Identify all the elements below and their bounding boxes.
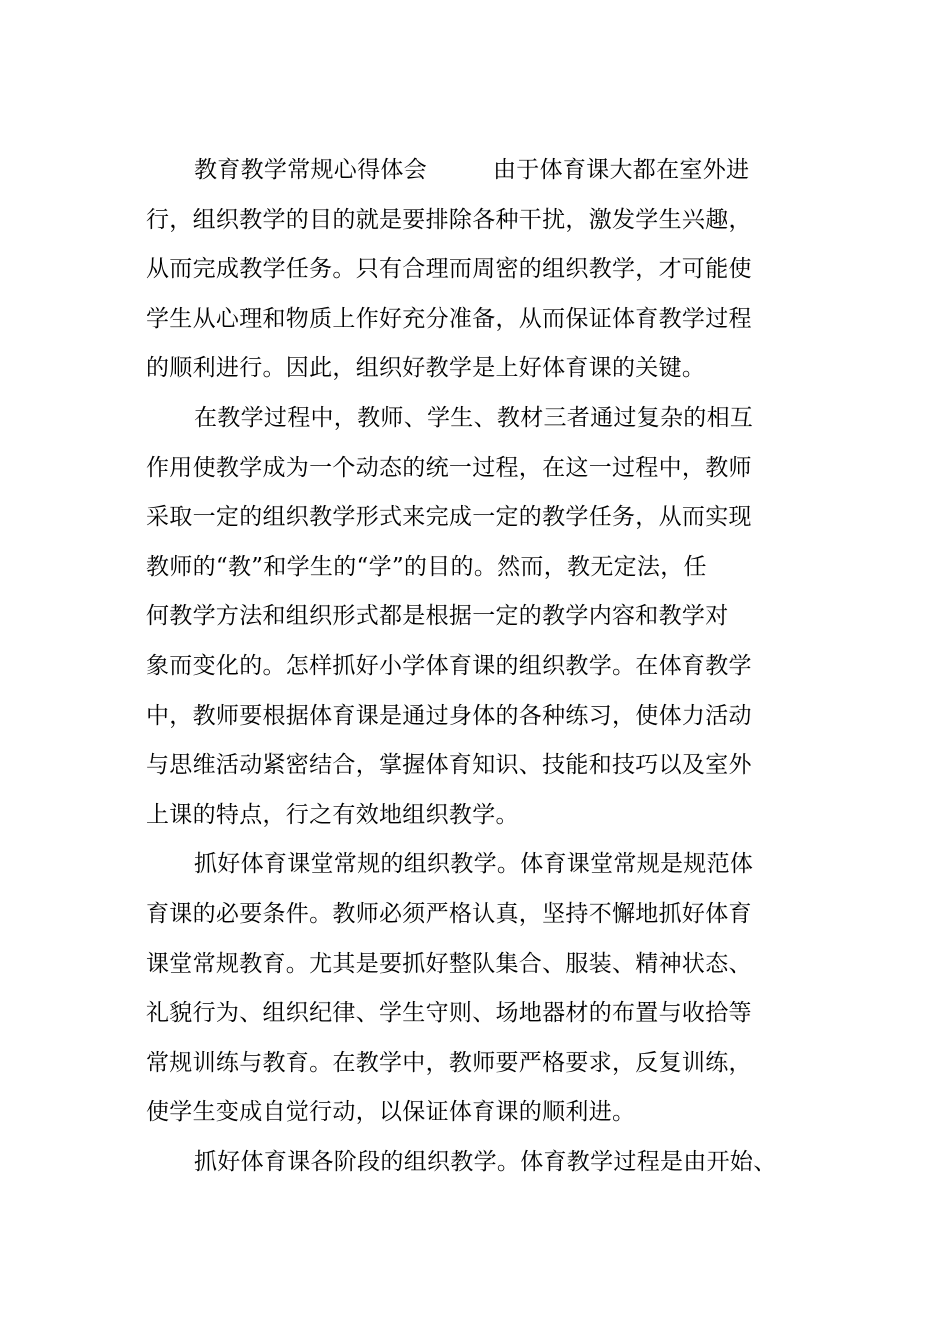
paragraph-line: 抓好体育课堂常规的组织教学。体育课堂常规是规范体 [194,851,754,878]
paragraph-line: 采取一定的组织教学形式来完成一定的教学任务，从而实现 [146,504,752,531]
document-body [146,146,826,1187]
paragraph-line: 行，组织教学的目的就是要排除各种干扰，激发学生兴趣， [146,206,752,233]
paragraph-line: 在教学过程中，教师、学生、教材三者通过复杂的相互 [194,404,754,431]
paragraph-line: 与思维活动紧密结合，掌握体育知识、技能和技巧以及室外 [146,752,752,779]
paragraph-line: 抓好体育课各阶段的组织教学。体育教学过程是由开始、 [194,1148,777,1175]
paragraph-line: 学生从心理和物质上作好充分准备，从而保证体育教学过程 [146,305,752,332]
paragraph-line: 象而变化的。怎样抓好小学体育课的组织教学。在体育教学 [146,652,752,679]
paragraph-line: 作用使教学成为一个动态的统一过程，在这一过程中，教师 [146,454,752,481]
paragraph-line: 常规训练与教育。在教学中，教师要严格要求，反复训练， [146,1049,752,1076]
paragraph-line: 礼貌行为、组织纪律、学生守则、场地器材的布置与收拾等 [146,1000,752,1027]
paragraph-line: 上课的特点，行之有效地组织教学。 [146,801,519,828]
paragraph-text: 由于体育课大都在室外进 [493,157,750,183]
paragraph-line: 何教学方法和组织形式都是根据一定的教学内容和教学对 [146,603,729,630]
paragraph-line: 课堂常规教育。尤其是要抓好整队集合、服装、精神状态、 [146,950,752,977]
paragraph-line: 从而完成教学任务。只有合理而周密的组织教学，才可能使 [146,256,752,283]
paragraph-line: 中，教师要根据体育课是通过身体的各种练习，使体力活动 [146,702,752,729]
paragraph-line: 的顺利进行。因此，组织好教学是上好体育课的关键。 [146,355,706,382]
paragraph-line: 教师的“教”和学生的“学”的目的。然而，教无定法，任 [146,553,707,580]
paragraph-line [146,146,826,196]
paragraph-line: 育课的必要条件。教师必须严格认真，坚持不懈地抓好体育 [146,900,752,927]
paragraph-line: 使学生变成自觉行动，以保证体育课的顺利进。 [146,1099,636,1126]
document-title: 教育教学常规心得体会 [194,157,427,183]
